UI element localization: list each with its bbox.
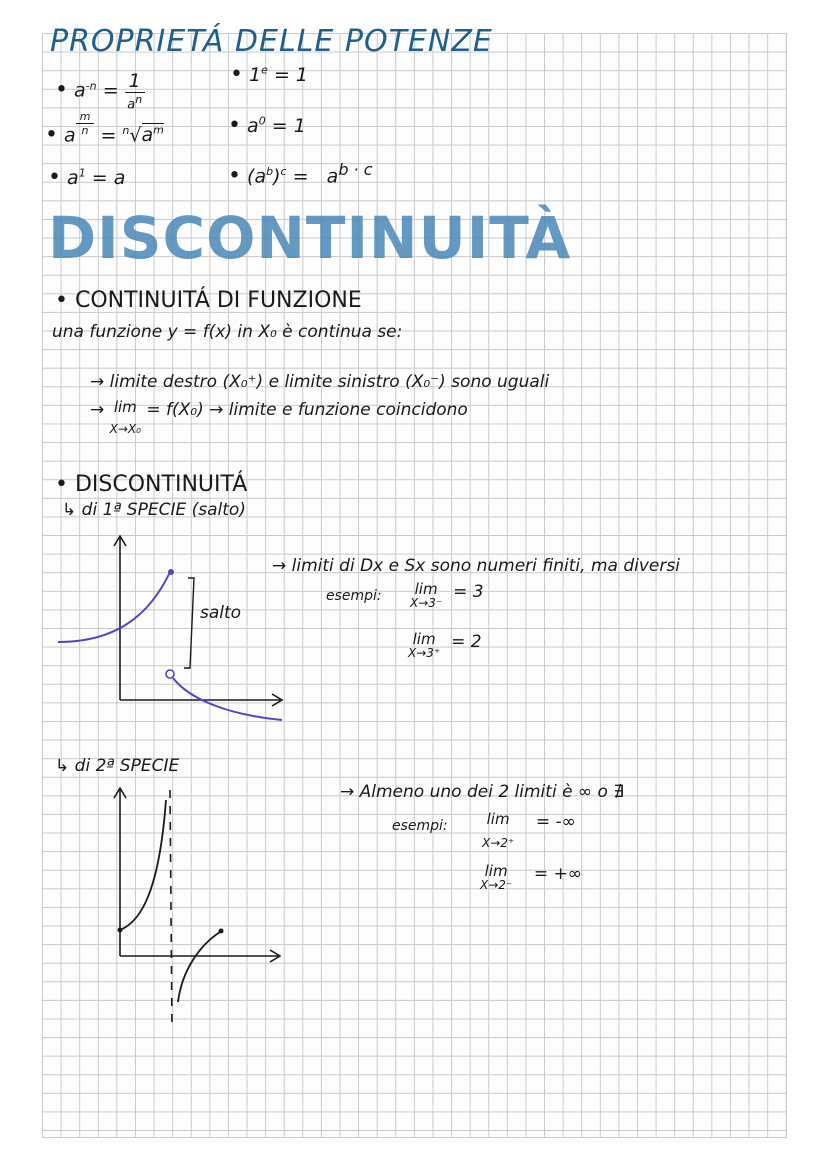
second-species-graph bbox=[100, 780, 300, 1040]
second-species-label: ↳ di 2ª SPECIE bbox=[55, 756, 180, 776]
x-axis bbox=[120, 950, 280, 962]
power-fraction-exponent: • a $\frac{m}{n}$ = $^n√a^m$ bbox=[45, 110, 164, 148]
left-branch-curve bbox=[58, 572, 170, 642]
power-of-power: • $(a^b)^c$ = $a^{b \cdot c}$ bbox=[228, 160, 373, 189]
vertical-asymptote bbox=[170, 790, 172, 1030]
title-proprieta-potenze: PROPRIETÁ DELLE POTENZE bbox=[50, 24, 493, 59]
continuita-rule-2: → lim X→X₀ = f(X₀) → limite e funzione coincidono bbox=[90, 398, 468, 436]
right-branch-curve bbox=[178, 932, 220, 1002]
first-species-examples-label: esempi: bbox=[326, 588, 382, 604]
power-unit-base: • 1e = 1 bbox=[230, 62, 309, 87]
open-endpoint bbox=[166, 670, 174, 678]
right-curve-end-point bbox=[219, 929, 224, 934]
continuita-rule-1: → limite destro (X₀⁺) e limite sinistro (X₀⁻) sono uguali bbox=[90, 372, 550, 392]
left-branch-curve bbox=[120, 800, 166, 930]
second-species-example-1: lim X→2⁺ = -∞ bbox=[482, 810, 576, 850]
first-species-description: → limiti di Dx e Sx sono numeri finiti, ma diversi bbox=[272, 556, 680, 576]
first-species-graph bbox=[50, 530, 300, 730]
second-species-description: → Almeno uno dei 2 limiti è ∞ o ∄ bbox=[340, 782, 625, 802]
power-zero-exponent: • $a^0 = 1$ bbox=[228, 113, 306, 138]
first-species-label: ↳ di 1ª SPECIE (salto) bbox=[62, 500, 246, 520]
power-negative-exponent: • $a^{-n}$ = $\frac{1}{a^n}$ bbox=[55, 70, 145, 112]
first-species-example-1: lim X→3⁻ = 3 bbox=[410, 580, 484, 610]
continuita-definition: una funzione y = f(x) in X₀ è continua se: bbox=[52, 322, 403, 342]
power-one-exponent: • $a^1 = a$ bbox=[48, 165, 126, 190]
continuita-heading: • CONTINUITÁ DI FUNZIONE bbox=[55, 288, 362, 313]
right-branch-curve bbox=[173, 678, 282, 720]
jump-label: salto bbox=[200, 603, 242, 623]
y-axis bbox=[114, 536, 126, 700]
jump-bracket bbox=[184, 578, 194, 668]
filled-endpoint bbox=[168, 569, 174, 575]
title-discontinuita: DISCONTINUITÀ bbox=[48, 204, 572, 272]
discontinuita-heading: • DISCONTINUITÁ bbox=[55, 472, 248, 497]
first-species-example-2: lim X→3⁺ = 2 bbox=[408, 630, 482, 660]
second-species-examples-label: esempi: bbox=[392, 818, 448, 834]
second-species-example-2: lim X→2⁻ = +∞ bbox=[480, 862, 582, 892]
